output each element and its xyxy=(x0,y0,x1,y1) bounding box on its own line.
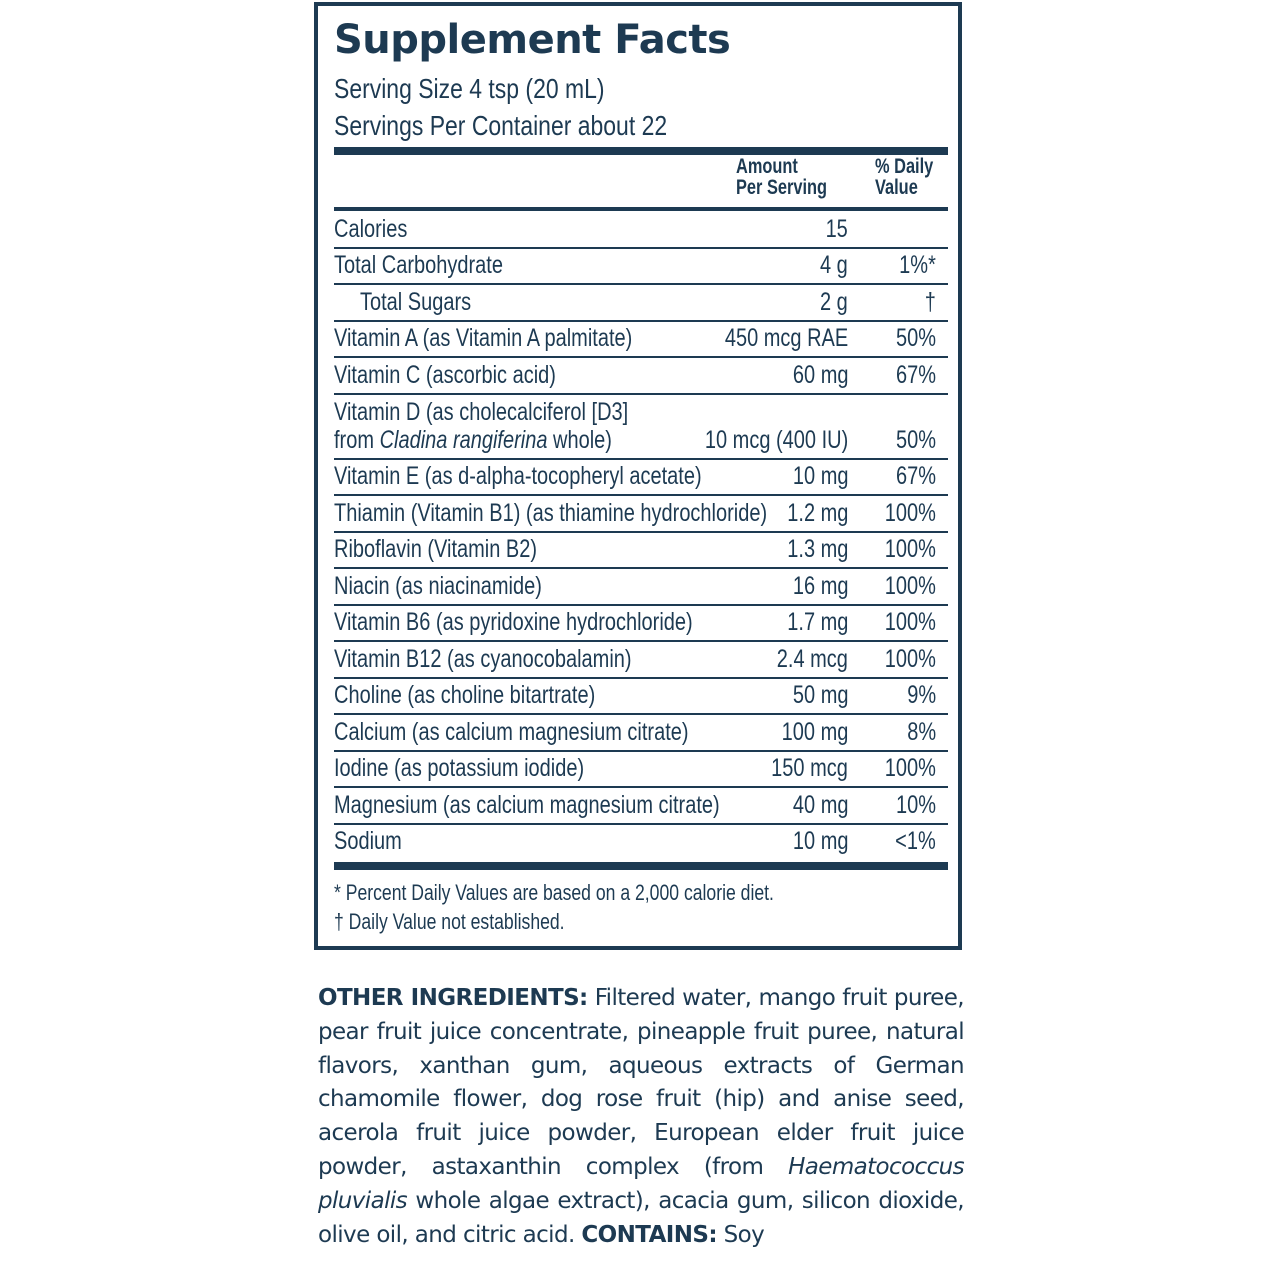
ingredients-text-part1: Filtered water, mango fruit puree, pear fruit juice concentrate, pineapple fruit puree, natural flavors, xanthan gum, aqueous extracts of German chamomile flower, dog rose fruit (hip) and anise seed, acerola fruit juice powder, European elder fruit juice powder, astaxanthin complex (from xyxy=(318,985,964,1180)
nutrient-amount: 150 mcg xyxy=(771,754,848,782)
table-row xyxy=(334,715,948,752)
nutrient-name: Iodine (as potassium iodide) xyxy=(334,754,585,782)
daily-value-column-header xyxy=(875,156,933,198)
nutrient-daily-value: † xyxy=(924,287,936,316)
table-row xyxy=(334,825,948,860)
ingredients-species: Haematococcus pluvialis xyxy=(318,1153,964,1214)
nutrient-name: Total Carbohydrate xyxy=(334,251,503,279)
nutrient-name: Vitamin B6 (as pyridoxine hydrochloride) xyxy=(334,608,693,636)
amount-header-line2: Per Serving xyxy=(736,176,828,199)
table-row xyxy=(334,606,948,643)
nutrient-name: Sodium xyxy=(334,827,402,855)
table-row xyxy=(334,285,948,322)
header-divider xyxy=(334,207,948,211)
nutrient-amount: 100 mg xyxy=(781,717,848,746)
nutrient-daily-value: 67% xyxy=(895,360,936,389)
nutrient-amount: 450 mcg RAE xyxy=(724,324,848,352)
nutrient-daily-value: 100% xyxy=(884,754,936,782)
source-suffix: whole) xyxy=(553,425,612,454)
table-row xyxy=(334,679,948,716)
nutrient-name-line2 xyxy=(334,426,628,454)
nutrient-name: Niacin (as niacinamide) xyxy=(334,571,542,600)
nutrient-name-line1: Vitamin D (as cholecalciferol [D3] xyxy=(334,397,629,426)
daily-value-not-established-footnote: † Daily Value not established. xyxy=(334,909,565,934)
nutrient-name: Vitamin E (as d-alpha-tocopheryl acetate) xyxy=(334,462,702,490)
nutrient-name: Vitamin A (as Vitamin A palmitate) xyxy=(334,324,633,352)
dv-header-line2: Value xyxy=(875,176,918,199)
nutrient-daily-value: 50% xyxy=(895,324,936,352)
nutrient-name: Riboflavin (Vitamin B2) xyxy=(334,535,538,563)
table-row xyxy=(334,642,948,679)
table-row xyxy=(334,752,948,789)
nutrient-amount: 2 g xyxy=(820,287,848,316)
table-row xyxy=(334,569,948,606)
amount-column-header xyxy=(736,156,827,198)
nutrient-amount: 16 mg xyxy=(792,571,848,600)
nutrient-amount: 10 mg xyxy=(792,827,848,855)
nutrient-name: Calories xyxy=(334,214,408,243)
servings-per-container: Servings Per Container about 22 xyxy=(334,110,668,141)
nutrient-amount: 10 mg xyxy=(792,462,848,490)
nutrient-daily-value: 8% xyxy=(907,717,936,746)
nutrient-daily-value: 100% xyxy=(884,498,936,527)
contains-value: Soy xyxy=(716,1221,765,1248)
nutrient-amount: 1.7 mg xyxy=(786,608,848,636)
nutrient-daily-value: 67% xyxy=(895,462,936,490)
nutrient-daily-value: <1% xyxy=(895,827,936,855)
nutrient-daily-value: 50% xyxy=(895,425,936,454)
nutrient-amount: 1.2 mg xyxy=(786,498,848,527)
table-row xyxy=(334,460,948,497)
nutrient-daily-value: 100% xyxy=(884,644,936,673)
other-ingredients-label: OTHER INGREDIENTS: xyxy=(318,985,588,1011)
nutrient-amount: 4 g xyxy=(820,251,848,279)
table-row xyxy=(334,788,948,825)
nutrient-daily-value: 100% xyxy=(884,535,936,563)
nutrient-name: Vitamin C (ascorbic acid) xyxy=(334,360,556,389)
table-row xyxy=(334,249,948,286)
nutrient-daily-value: 10% xyxy=(895,790,936,819)
thick-divider xyxy=(334,147,948,155)
nutrient-name xyxy=(334,398,628,454)
nutrient-amount: 40 mg xyxy=(792,790,848,819)
serving-size: Serving Size 4 tsp (20 mL) xyxy=(334,73,605,104)
table-row xyxy=(334,322,948,359)
other-ingredients xyxy=(318,982,964,1252)
nutrient-name: Vitamin B12 (as cyanocobalamin) xyxy=(334,644,632,673)
nutrient-daily-value: 1%* xyxy=(899,251,936,279)
amount-header-line1: Amount xyxy=(736,155,798,178)
nutrient-amount: 2.4 mcg xyxy=(776,644,848,673)
nutrient-daily-value: 100% xyxy=(884,608,936,636)
nutrient-amount: 10 mcg (400 IU) xyxy=(704,425,848,454)
nutrient-amount: 50 mg xyxy=(792,681,848,709)
source-species: Cladina rangiferina xyxy=(379,425,548,454)
nutrient-amount: 60 mg xyxy=(792,360,848,389)
nutrient-name: Thiamin (Vitamin B1) (as thiamine hydrochloride) xyxy=(334,498,768,527)
ingredients-text-part2: whole algae extract), acacia gum, silicon dioxide, olive oil, and citric acid. xyxy=(318,1187,964,1248)
table-row xyxy=(334,358,948,395)
source-prefix: from xyxy=(334,425,374,454)
nutrient-name: Choline (as choline bitartrate) xyxy=(334,681,596,709)
nutrient-name: Total Sugars xyxy=(360,287,472,316)
nutrient-amount: 1.3 mg xyxy=(786,535,848,563)
supplement-facts-panel xyxy=(314,2,962,950)
panel-title: Supplement Facts xyxy=(334,17,731,63)
nutrient-amount: 15 xyxy=(825,214,848,243)
table-row xyxy=(334,212,948,249)
table-row xyxy=(334,395,948,460)
contains-label: CONTAINS: xyxy=(581,1221,717,1248)
nutrient-name: Calcium (as calcium magnesium citrate) xyxy=(334,717,689,746)
dv-header-line1: % Daily xyxy=(875,155,934,178)
nutrient-daily-value: 100% xyxy=(884,571,936,600)
bottom-thick-divider xyxy=(334,862,948,870)
table-row xyxy=(334,496,948,533)
percent-daily-value-footnote: * Percent Daily Values are based on a 2,000 calorie diet. xyxy=(334,880,774,905)
nutrient-name: Magnesium (as calcium magnesium citrate) xyxy=(334,790,720,819)
nutrient-table xyxy=(334,212,948,859)
nutrient-daily-value: 9% xyxy=(907,681,936,709)
table-row xyxy=(334,533,948,570)
